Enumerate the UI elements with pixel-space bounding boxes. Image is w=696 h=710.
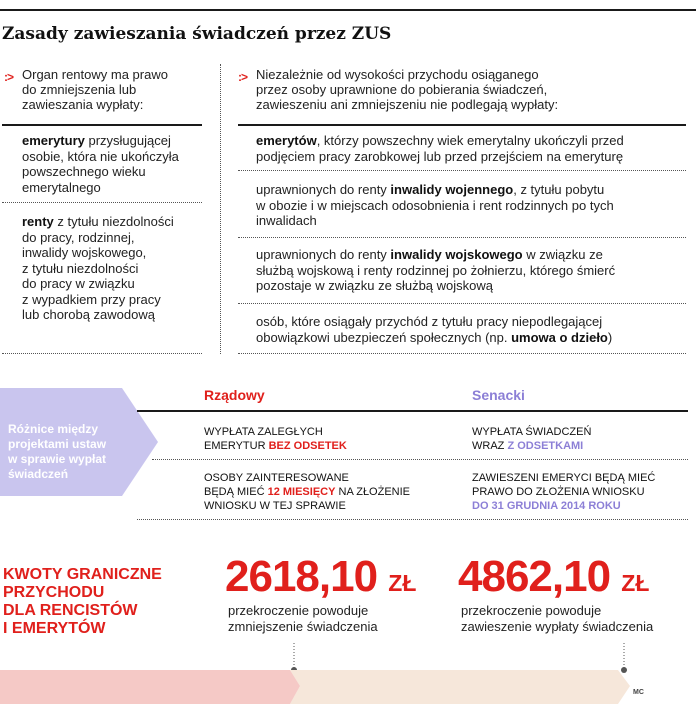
senacki-header: Senacki bbox=[472, 387, 525, 403]
rzadowy-header: Rządowy bbox=[204, 387, 265, 403]
senacki-row1: WYPŁATA ŚWIADCZEŃ WRAZ Z ODSETKAMI bbox=[472, 426, 592, 452]
right-item-emerytow: emerytów, którzy powszechny wiek emerytalny ukończyli przed podjęciem pracy zarobkowej lub przed przejściem na emeryturę bbox=[256, 133, 624, 164]
right-item-umowa-o-dzielo: osób, które osiągały przychód z tytułu pracy niepodlegającej obowiązkowi ubezpieczeń społecznych (np. umowa o dzieło) bbox=[256, 314, 613, 345]
column-separator bbox=[220, 64, 221, 354]
comparison-divider bbox=[152, 459, 688, 460]
right-header-rule bbox=[238, 124, 686, 126]
comparison-bottom-divider bbox=[137, 519, 688, 520]
credit: MC bbox=[633, 689, 644, 696]
rzadowy-row2: OSOBY ZAINTERESOWANE BĘDĄ MIEĆ 12 MIESIĘCY NA ZŁOŻENIE WNIOSKU W TEJ SPRAWIE bbox=[204, 472, 411, 512]
senacki-row2: ZAWIESZENI EMERYCI BĘDĄ MIEĆ PRAWO DO ZŁOŻENIA WNIOSKU DO 31 GRUDNIA 2014 ROKU bbox=[472, 472, 656, 512]
bullet-marker-icon: :> bbox=[238, 70, 248, 84]
right-item-inwalidy-wojskowego: uprawnionych do renty inwalidy wojskowego w związku ze służbą wojskową i renty rodzinnej po żołnierzu, którego śmierć pozostaje w związku ze służbą wojskową bbox=[256, 247, 616, 293]
left-divider bbox=[2, 202, 202, 203]
bullet-marker-icon: :> bbox=[4, 70, 14, 84]
rzadowy-row1: WYPŁATA ZALEGŁYCH EMERYTUR BEZ ODSETEK bbox=[204, 426, 347, 452]
left-item-renty: renty z tytułu niezdolności do pracy, rodzinnej, inwalidy wojskowego, z tytułu niezdolności do pracy w związku z wypadkiem przy pracy lub chorobą zawodową bbox=[22, 214, 174, 322]
threshold-scale-bar bbox=[0, 640, 696, 710]
left-header-rule bbox=[2, 124, 202, 126]
top-rule bbox=[0, 9, 696, 11]
right-intro: Niezależnie od wysokości przychodu osiąganego przez osoby uprawnione do pobierania świadczeń, zawieszeniu ani zmniejszeniu nie podlegają wypłaty: bbox=[256, 67, 559, 112]
right-divider bbox=[238, 237, 686, 238]
left-intro: Organ rentowy ma prawo do zmniejszenia lub zawieszania wypłaty: bbox=[22, 67, 168, 112]
threshold-amount-2: 4862,10 ZŁ bbox=[458, 552, 650, 601]
threshold-caption-1: przekroczenie powoduje zmniejszenie świadczenia bbox=[228, 603, 378, 634]
right-divider bbox=[238, 170, 686, 171]
right-bottom-divider bbox=[238, 353, 686, 354]
left-item-emerytury: emerytury przysługującej osobie, która nie ukończyła powszechnego wieku emerytalnego bbox=[22, 133, 179, 195]
comparison-label: Różnice między projektami ustaw w sprawie wypłat świadczeń bbox=[8, 422, 107, 481]
comparison-header-rule bbox=[137, 410, 688, 412]
right-divider bbox=[238, 303, 686, 304]
threshold-caption-2: przekroczenie powoduje zawieszenie wypłaty świadczenia bbox=[461, 603, 654, 634]
right-item-inwalidy-wojennego: uprawnionych do renty inwalidy wojennego, z tytułu pobytu w obozie i w miejscach odosobnienia i rent rodzinnych po tych inwalidach bbox=[256, 182, 614, 228]
threshold-amount-1: 2618,10 ZŁ bbox=[225, 552, 417, 601]
thresholds-label: KWOTY GRANICZNE PRZYCHODU DLA RENCISTÓW I EMERYTÓW bbox=[3, 566, 162, 637]
left-bottom-divider bbox=[2, 353, 202, 354]
page-title: Zasady zawieszania świadczeń przez ZUS bbox=[2, 24, 392, 44]
